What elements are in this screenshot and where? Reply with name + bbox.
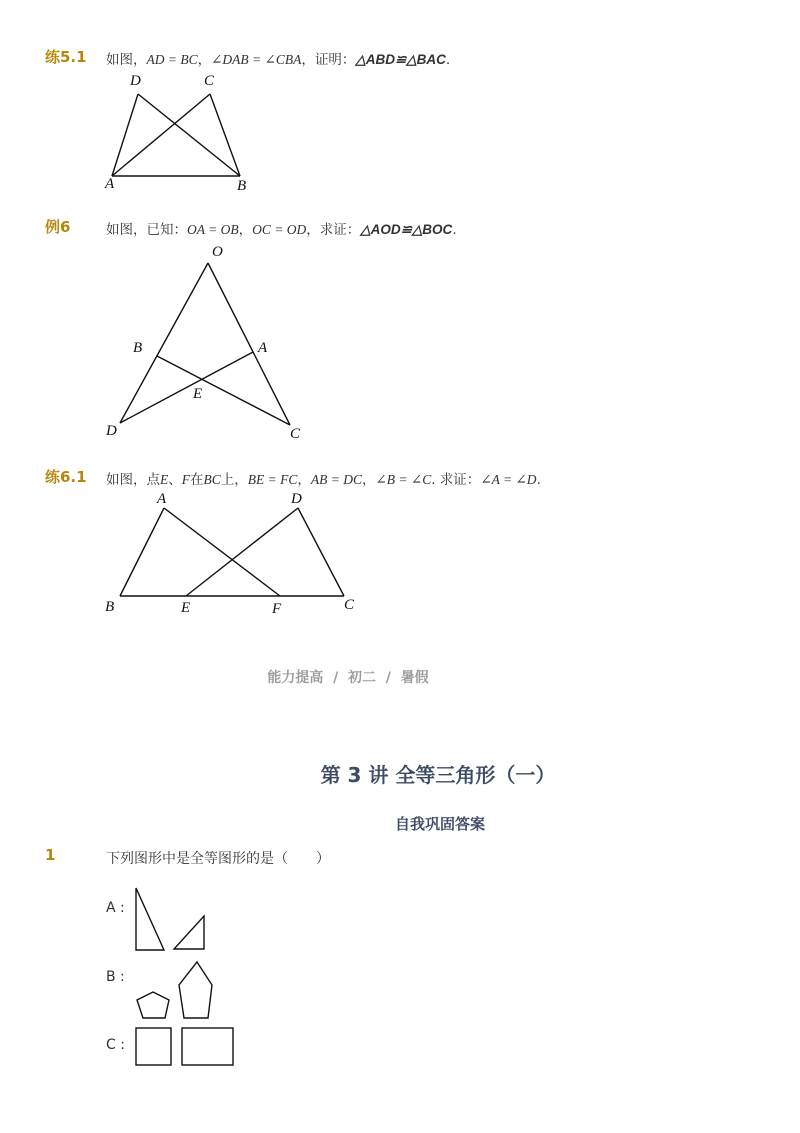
text-segment: 如图，已知： (106, 222, 187, 238)
text-segment: ， (238, 222, 253, 238)
text-segment: 在 (190, 472, 204, 488)
exercise-statement-6-1 (106, 468, 541, 488)
option-b-figure (130, 955, 225, 1025)
text-segment: ，求证： (306, 222, 361, 238)
option-b-label: B : (106, 969, 125, 985)
exercise-label-6-1: 练6.1 (45, 468, 87, 486)
option-a-figure (130, 885, 220, 955)
math-segment: ∠B = ∠C (375, 472, 432, 487)
text-segment: ， (297, 472, 311, 488)
pentagon-small (137, 992, 169, 1018)
segment-dc (298, 508, 344, 596)
exercise-statement-5-1 (106, 48, 450, 68)
figure-5-1 (100, 66, 260, 196)
point-label-b: B (105, 599, 115, 615)
segment-af (164, 508, 280, 596)
goal-segment: △AOD≌△BOC (360, 222, 453, 237)
text-segment: 、 (168, 472, 182, 488)
point-label-a: A (157, 491, 167, 507)
text-segment: ， (197, 52, 212, 68)
text-segment: . 求证： (431, 472, 481, 488)
segment-oc (208, 263, 290, 425)
option-c-label: C : (106, 1037, 125, 1053)
page-footer: 能力提高 / 初二 / 暑假 (267, 670, 429, 686)
point-label-b: B (237, 178, 247, 194)
figure-6 (100, 238, 310, 448)
text-segment: ，证明： (301, 52, 356, 68)
text-segment: . (452, 222, 457, 238)
question-number: 1 (45, 846, 56, 864)
math-segment: OA = OB (187, 222, 239, 237)
math-segment: BE = FC (247, 472, 298, 487)
point-label-c: C (204, 73, 215, 89)
point-label-f: F (272, 601, 282, 617)
section-title: 自我巩固答案 (394, 815, 485, 833)
segment-da (112, 94, 138, 176)
math-segment: AB = DC (310, 472, 362, 487)
point-label-d: D (291, 491, 302, 507)
math-segment: ∠DAB = ∠CBA (211, 52, 302, 67)
lesson-title: 第 3 讲 全等三角形（一） (320, 763, 556, 787)
math-segment: OC = OD (252, 222, 307, 237)
math-segment: E (160, 472, 169, 487)
math-segment: AD = BC (146, 52, 198, 67)
example-label-6: 例6 (45, 218, 71, 236)
pentagon-tall (179, 962, 212, 1018)
triangle-large (136, 888, 164, 950)
point-label-a: A (105, 176, 115, 192)
point-label-e: E (181, 600, 191, 616)
point-label-d: D (130, 73, 141, 89)
rectangle-small (136, 1028, 171, 1065)
text-segment: 如图，点 (106, 472, 160, 488)
segment-ac (112, 94, 210, 176)
goal-segment: △ABD≌△BAC (355, 52, 446, 67)
segment-bc (157, 356, 290, 425)
segment-ab (120, 508, 164, 596)
option-c-figure (130, 1022, 240, 1072)
point-label-e: E (193, 386, 203, 402)
point-label-c: C (344, 597, 355, 613)
segment-de (186, 508, 298, 596)
math-segment: BC (203, 472, 221, 487)
point-label-c: C (290, 426, 301, 442)
point-label-o: O (212, 244, 223, 260)
text-segment: . (536, 472, 541, 488)
point-label-b: B (133, 340, 143, 356)
exercise-label-5-1: 练5.1 (45, 48, 87, 66)
text-segment: 上， (220, 472, 248, 488)
question-text: 下列图形中是全等图形的是（ ） (106, 851, 330, 867)
goal-segment: ∠A = ∠D (480, 472, 537, 487)
triangle-small (174, 916, 204, 949)
figure-6-1 (100, 488, 370, 623)
point-label-a: A (258, 340, 268, 356)
example-statement-6 (106, 218, 457, 238)
math-segment: F (181, 472, 190, 487)
text-segment: . (445, 52, 451, 68)
option-a-label: A : (106, 900, 125, 916)
text-segment: 如图， (106, 52, 147, 68)
rectangle-wide (182, 1028, 233, 1065)
point-label-d: D (106, 423, 117, 439)
text-segment: ， (361, 472, 376, 488)
